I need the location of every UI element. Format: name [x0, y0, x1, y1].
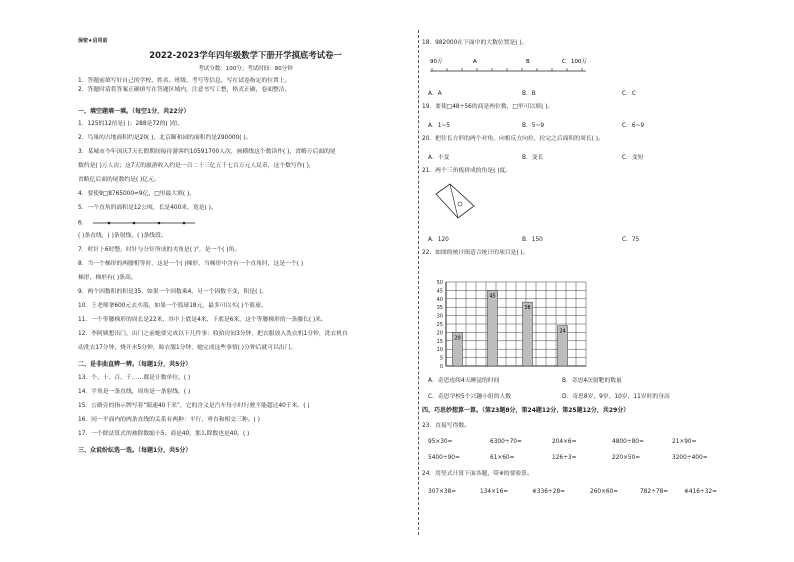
question-14: 14．平角是一条直线，周角是一条射线。( )	[78, 389, 191, 395]
q20-option-b: B．变长	[522, 155, 544, 161]
q18-option-a: A．A	[428, 91, 442, 97]
question-13: 13．个、十、百、千……都是计数单位。( )	[78, 375, 191, 381]
calc-3-3: ※336÷28=	[532, 489, 566, 495]
scale-mark-b: B	[526, 59, 530, 65]
calc-2-3: 126÷3=	[552, 455, 577, 461]
calc-2-2: 61×60=	[490, 455, 515, 461]
question-23: 23．直接写得数。	[422, 423, 470, 429]
calc-3-4: 260×60=	[590, 489, 619, 495]
y-tick-label: 5	[439, 355, 443, 362]
scale-mark-a: A	[473, 59, 477, 65]
q22-option-a: A．奇思连续4天睡觉的时间	[428, 378, 500, 384]
question-12-line-1: 12．李阿姨想出门，出门之前她要完成以下几件事：收拾房间3分钟，把衣服放入洗衣机1分钟，洗衣机自	[78, 331, 348, 337]
question-15: 15．公路旁的指示牌写着“限速40千米”，它的含义是汽车每小时行驶不能超过40千米。( )	[78, 403, 310, 409]
bar-value-label: 24	[559, 328, 566, 335]
q20-option-a: A．不变	[428, 155, 450, 161]
note-2: 2．答题时请将答案正确填写在答题区域内，注意书写工整，格式正确，卷面整洁。	[78, 87, 291, 93]
y-tick-label: 30	[436, 313, 443, 320]
right-column	[422, 0, 722, 562]
section-2-title: 二、是非曲直辨一辨。（每题1分，共5分）	[78, 361, 192, 368]
scale-mark-c: C	[562, 59, 566, 65]
question-3-line-1: 3．某城市今年国庆7天长假期间接待游客约10591700人次，画横线这个数读作( )，省略万后面的尾	[78, 149, 336, 155]
y-tick-label: 35	[436, 305, 443, 312]
q18-option-b: B．B	[522, 91, 536, 97]
scale-right-label: 100万	[571, 59, 587, 65]
q19-option-c: C．6~9	[622, 123, 645, 129]
q22-option-b: B．奇思4次射靶的数量	[562, 378, 622, 384]
bar-chart	[428, 276, 598, 372]
calc-1-4: 4800÷80=	[612, 439, 644, 445]
q20-option-c: C．变短	[622, 155, 644, 161]
triangle-rulers-figure	[432, 182, 478, 222]
section-1-title: 一、填空题填一填。（每空1分，共22分）	[78, 108, 190, 115]
confidential-mark: 保密★启用前	[78, 38, 108, 44]
q21-option-c: C．75	[622, 237, 640, 243]
q21-option-a: A．120	[428, 237, 449, 243]
calc-3-2: 134×16=	[480, 489, 509, 495]
calc-2-5: 3200÷400=	[672, 455, 708, 461]
calc-3-5: 782÷78=	[640, 489, 669, 495]
q19-option-a: A．1~5	[428, 123, 450, 129]
question-17: 17．一个除法算式的被除数缩小5，商是40，那么除数也是40。( )	[78, 431, 250, 437]
question-2: 2．鸟巢的占地面积约是20( )，北京颐和园的面积约是290000( )。	[78, 135, 252, 141]
y-tick-label: 40	[436, 296, 443, 303]
exam-info: 考试分数：100分；考试时间：80分钟	[198, 66, 293, 72]
question-6	[78, 219, 199, 228]
question-1: 1．125的12倍是( )；288是72的( )倍。	[78, 121, 184, 127]
question-10: 10．王老师拿600元去买篮，如果一个篮球18元，最多可以买( )个篮球。	[78, 303, 267, 309]
question-24: 24．用竖式计算下面各题，带※的要验算。	[422, 471, 533, 477]
bar	[488, 290, 498, 366]
question-22: 22．如图的统计图适合统计的项目是( )。	[422, 250, 529, 256]
question-11: 11．一个等腰梯形的周长是22米，其中上底是4米，下底是6米，这个等腰梯形的一条腰长( )米。	[78, 317, 327, 323]
question-8-line-2: 梯形，梯形有( )条高。	[78, 275, 137, 281]
calc-3-6: ※416÷32=	[684, 489, 718, 495]
question-20: 20．把往长方形的两个对角，向相反方向拉，拉完之后面积的周长( )。	[422, 136, 604, 142]
bar-value-label: 38	[524, 305, 531, 312]
y-tick-label: 0	[439, 364, 443, 370]
number-scale	[428, 55, 588, 77]
question-6-number: 6．	[78, 220, 88, 227]
y-tick-label: 15	[436, 338, 443, 345]
section-4-title: 四、巧思妙想算一算。（第23题8分，第24题12分，第25题12分，共29分）	[422, 407, 630, 414]
calc-1-2: 6300÷70=	[490, 439, 522, 445]
y-tick-label: 25	[436, 322, 443, 328]
y-tick-label: 50	[436, 280, 443, 286]
question-3-line-2: 数约是( )万人次；这7天的旅游收入约是一百二十三亿五千七百万元人民币，这个数写作( )，	[78, 163, 315, 169]
note-1: 1．答题前填写好自己的学校、姓名、班级、考号等信息，写在试卷指定的位置上。	[78, 78, 291, 84]
question-3-line-3: 省略亿后面的尾数约是( )亿元。	[78, 177, 160, 183]
y-tick-label: 20	[436, 330, 443, 337]
question-5: 5．一个直角的面积是12公顷，长是400米，宽是( )。	[78, 205, 217, 211]
q18-option-c: C．C	[622, 91, 636, 97]
bar	[523, 302, 533, 366]
question-9: 9．两个因数积的积是35，如果一个因数乘4，另一个因数不变，积是( )。	[78, 289, 268, 295]
question-19: 19．要使□48÷56的商是两位数，□里可以填( )。	[422, 104, 554, 110]
section-3-title: 三、众说纷纭选一选。（每题1分，共5分）	[78, 447, 192, 454]
column-divider	[418, 30, 419, 535]
question-16: 16．同一平面内的两条直线的关系有两种：平行、垂直和相交三种。( )	[78, 417, 260, 423]
bar-value-label: 20	[454, 335, 461, 342]
calc-1-3: 204×6=	[552, 439, 577, 445]
question-21: 21．两个三角板拼成的角是( )度。	[422, 168, 512, 174]
bar-value-label: 45	[489, 293, 496, 300]
calc-1-1: 95×30=	[428, 439, 453, 445]
calc-2-1: 5400÷90=	[428, 455, 460, 461]
scale-left-label: 90万	[430, 59, 443, 65]
calc-2-4: 220×50=	[612, 455, 641, 461]
question-18: 18．982000在下面中的大数位置是( )。	[422, 40, 528, 46]
q21-option-b: B．150	[522, 237, 543, 243]
calc-3-1: 307×38=	[428, 489, 457, 495]
exam-title: 2022-2023学年四年级数学下册开学摸底考试卷一	[149, 50, 342, 60]
question-4: 4．要使9□8765000≈9亿，□里最大填( )。	[78, 191, 196, 197]
calc-1-5: 21×90=	[672, 439, 697, 445]
question-7: 7．时针上6时整，时针与分针所成的夹角是( )°，是一个( )角。	[78, 247, 241, 253]
line-segment-figure	[89, 219, 199, 227]
question-12-line-2: 动洗衣17分钟，烧开水5分钟，晾衣服1分钟，她完成这些事情( )分钟后就可以出门。	[78, 345, 297, 351]
left-column	[78, 0, 413, 562]
question-8-line-1: 8．当一个梯形的两腰相等时，这是一个( )梯形，当梯形中含有一个直角时，这是一个( )	[78, 261, 304, 267]
q22-option-c: C．奇思学校5个兴趣小组的人数	[428, 394, 512, 400]
y-tick-label: 10	[436, 347, 443, 354]
q22-option-d: D．奇思8岁、9岁、10岁、11岁时的身高	[562, 394, 670, 400]
q19-option-b: B．5~9	[522, 123, 545, 129]
y-tick-label: 45	[436, 288, 443, 295]
question-6-answer: ( )条直线，( )条射线，( )条线段。	[78, 233, 167, 239]
